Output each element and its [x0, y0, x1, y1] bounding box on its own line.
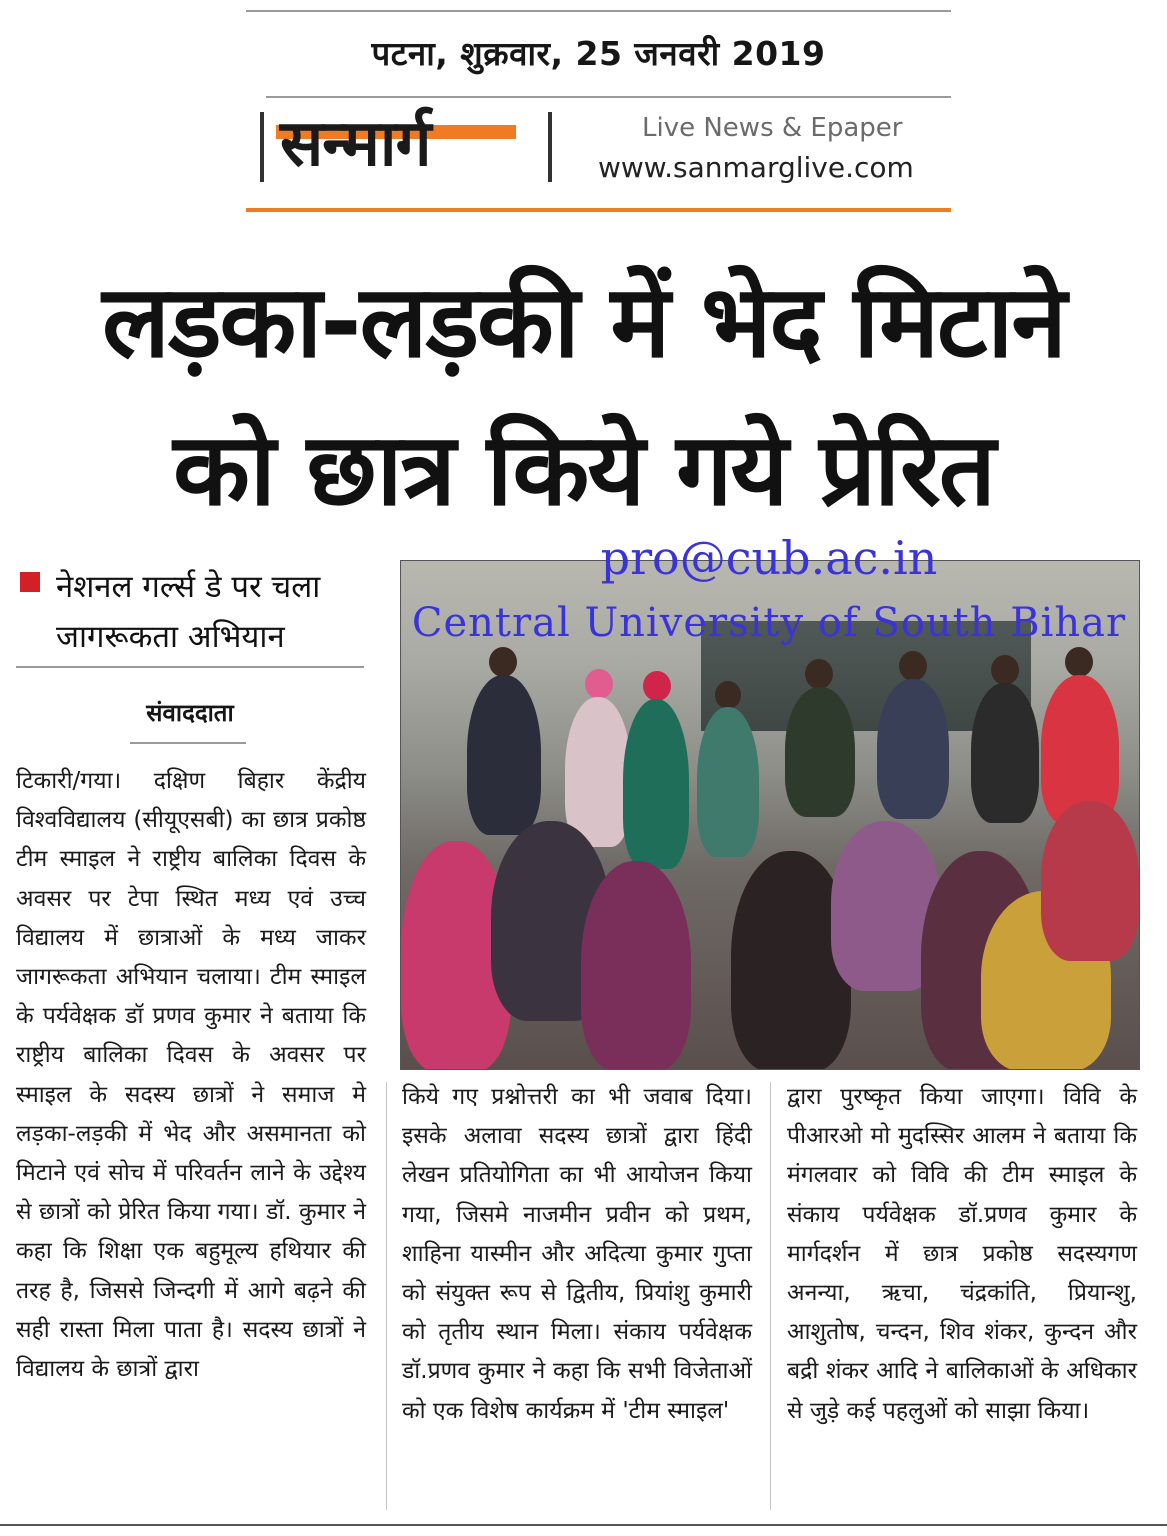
logo-left-bar	[260, 112, 264, 182]
standing-person	[565, 697, 631, 847]
standing-person	[467, 675, 541, 835]
byline: संवाददाता	[146, 699, 234, 727]
dateline: पटना, शुक्रवार, 25 जनवरी 2019	[371, 34, 826, 73]
person-head	[489, 647, 517, 677]
newspaper-logo: सन्मार्ग	[280, 107, 431, 181]
seated-student	[1041, 801, 1139, 961]
headline-line-1: लड़का-लड़की में भेद मिटाने	[102, 263, 1065, 380]
article-text: द्वारा पुरष्कृत किया जाएगा। विवि के पीआरओ मो मुदस्सिर आलम ने बताया कि मंगलवार को विवि की टीम स्माइल के संकाय पर्यवेक्षक डॉ.प्रणव कुमार के मार्गदर्शन में छात्र प्रकोष्ठ सदस्यगण अनन्या, ऋचा, चंद्रकांति, प्रियान्शु, आशुतोष, चन्दन, शिव शंकर, कुन्दन और बद्री शंकर आदि ने बालिकाओं के अधिकार से जुड़े कई पहलुओं को साझा किया।	[787, 1084, 1137, 1424]
standing-person	[971, 683, 1039, 823]
subhead-divider	[16, 666, 364, 668]
subheading-text: नेशनल गर्ल्स डे पर चला जागरूकता अभियान	[56, 569, 321, 655]
standing-person	[623, 699, 689, 869]
person-head	[715, 681, 741, 709]
person-head	[899, 651, 927, 681]
website-url: www.sanmarglive.com	[598, 151, 914, 184]
byline-divider	[130, 742, 246, 744]
seated-student	[581, 861, 691, 1070]
red-square-bullet-icon	[20, 572, 40, 592]
headline-line-2: को छात्र किये गये प्रेरित	[173, 411, 994, 528]
person-head	[991, 655, 1019, 685]
masthead	[246, 10, 951, 212]
page-bottom-rule	[0, 1524, 1167, 1526]
article-column-2	[402, 1078, 752, 1512]
overlay-university-name: Central University of South Bihar	[411, 600, 1127, 646]
classroom-photo	[400, 560, 1140, 1070]
person-head	[585, 669, 613, 699]
overlay-email: pro@cub.ac.in	[600, 531, 938, 585]
article-column-3	[787, 1078, 1137, 1512]
masthead-rule	[266, 96, 951, 98]
article-text: टिकारी/गया। दक्षिण बिहार केंद्रीय विश्वविद्यालय (सीयूएसबी) का छात्र प्रकोष्ठ टीम स्माइल ने राष्ट्रीय बालिका दिवस के अवसर पर टेपा स्थित मध्य एवं उच्च विद्यालय में छात्राओं के मध्य जाकर जागरूकता अभियान चलाया। टीम स्माइल के पर्यवेक्षक डॉ प्रणव कुमार ने बताया कि राष्ट्रीय बालिका दिवस के अवसर पर स्माइल के सदस्य छात्रों ने समाज मे लड़का-लड़की में भेद और असमानता को मिटाने एवं सोच में परिवर्तन लाने के उद्देश्य से छात्रों को प्रेरित किया गया। डॉ. कुमार ने कहा कि शिक्षा एक बहुमूल्य हथियार की तरह है, जिससे जिन्दगी में आगे बढ़ने की सही रास्ता मिला पाता है। सदस्य छात्रों ने विद्यालय के छात्रों द्वारा	[16, 768, 366, 1383]
person-head	[805, 659, 833, 689]
standing-person	[877, 679, 949, 819]
standing-person	[697, 707, 759, 857]
tagline: Live News & Epaper	[642, 113, 903, 143]
column-divider	[770, 1082, 771, 1510]
column-divider	[386, 1082, 387, 1510]
masthead-bottom-stripe	[246, 208, 951, 212]
logo-right-bar	[548, 112, 552, 182]
article-column-1	[16, 762, 366, 1512]
person-head	[1065, 647, 1093, 677]
person-head	[643, 671, 671, 701]
article-text: किये गए प्रश्नोत्तरी का भी जवाब दिया। इसके अलावा सदस्य छात्रों द्वारा हिंदी लेखन प्रतियोगिता का भी आयोजन किया गया, जिसमे नाजमीन प्रवीन को प्रथम, शाहिना यास्मीन और अदित्या कुमार गुप्ता को संयुक्त रूप से द्वितीय, प्रियांशु कुमारी को तृतीय स्थान मिला। संकाय पर्यवेक्षक डॉ.प्रणव कुमार ने कहा कि सभी विजेताओं को एक विशेष कार्यक्रम में 'टीम स्माइल'	[402, 1084, 752, 1424]
standing-person	[785, 687, 855, 817]
